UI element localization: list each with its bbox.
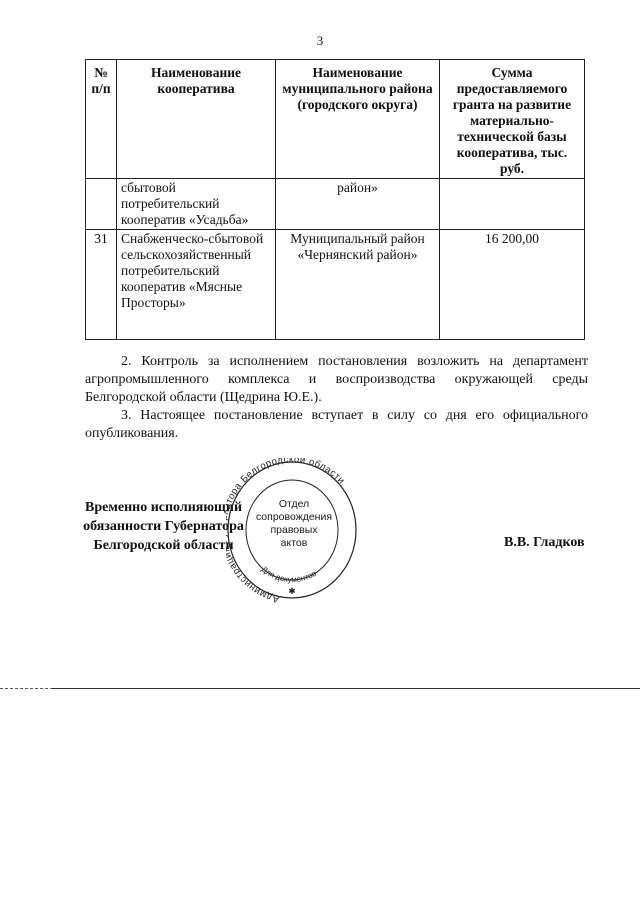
stamp-ring-text: Администра ора Белгородской области (226, 458, 347, 605)
cell-num: 31 (86, 230, 117, 340)
signature-position-line3: Белгородской области (93, 538, 234, 553)
cell-grant-amount (440, 179, 585, 230)
signature-position-line2: обязанности Губернатора (83, 519, 244, 534)
page-number: 3 (316, 33, 324, 48)
table-row (86, 179, 585, 230)
signer-name: В.В. Гладков (504, 535, 585, 550)
cell-cooperative-name: Снабженческо-сбытовой сельскохозяйственный потребительский кооператив «Мясные Просторы» (117, 230, 276, 340)
signature-position-line1: Временно исполняющий (84, 500, 243, 515)
cell-grant-amount: 16 200,00 (440, 230, 585, 340)
body-paragraphs (85, 353, 588, 443)
official-stamp (226, 458, 358, 606)
stamp-bottom-text: Для документов (259, 564, 318, 585)
stamp-department (252, 498, 336, 550)
svg-text:✱: ✱ (288, 587, 296, 597)
stamp-line: сопровождения (255, 511, 333, 523)
paragraph-control: 2. Контроль за исполнением постановления возложить на департамент агропромышленного комплекса и воспроизводства окружающей среды Белгородской области (Щедрина Ю.Е.). (85, 354, 588, 405)
table-header-row (86, 60, 585, 179)
cell-district: район» (276, 179, 440, 230)
header-num: № п/п (86, 60, 117, 179)
header-cooperative-name: Наименование кооператива (117, 60, 276, 179)
table-row (86, 230, 585, 340)
header-grant-amount: Сумма предоставляемого гранта на развитие материально-технической базы кооператива, тыс. руб. (440, 60, 585, 179)
grant-table (85, 59, 585, 340)
signature-block (76, 498, 251, 555)
page-divider-solid (52, 688, 640, 689)
svg-text:Для документов (260, 565, 318, 585)
header-district: Наименование муниципального района (городского округа) (276, 60, 440, 179)
cell-cooperative-name: сбытовой потребительский кооператив «Усадьба» (117, 179, 276, 230)
cell-district: Муниципальный район «Чернянский район» (276, 230, 440, 340)
stamp-line: актов (280, 537, 308, 549)
paragraph-effective: 3. Настоящее постановление вступает в силу со дня его официального опубликования. (85, 408, 588, 441)
stamp-line: правовых (270, 524, 318, 536)
cell-num (86, 179, 117, 230)
stamp-line: Отдел (278, 498, 310, 510)
